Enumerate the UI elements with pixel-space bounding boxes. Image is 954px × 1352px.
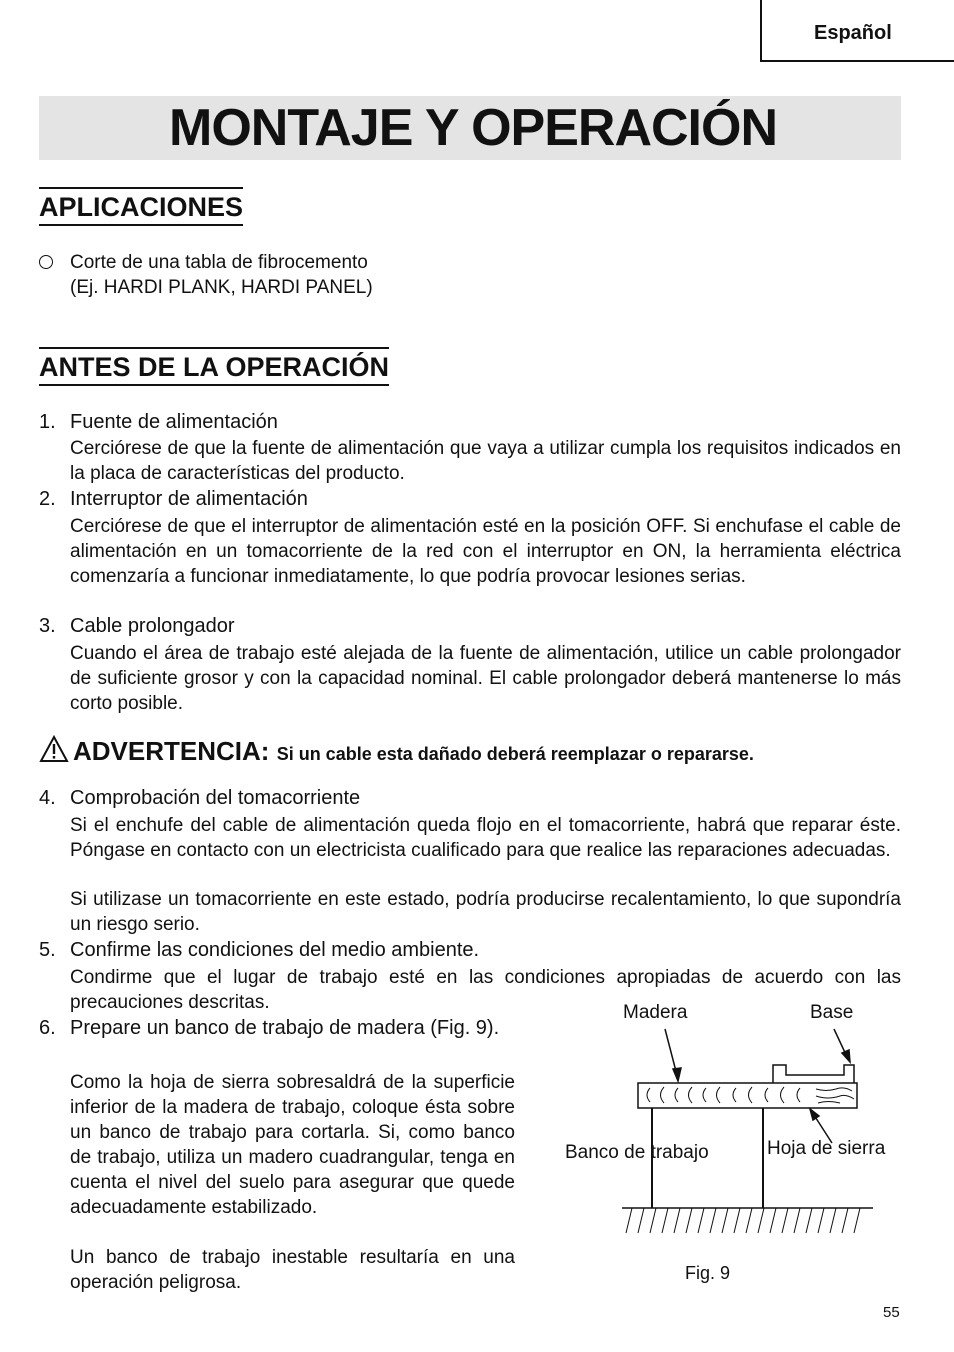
circle-bullet-icon [39,255,53,269]
item-title-outlet-check: Comprobación del tomacorriente [70,787,361,809]
item-title-workbench: Prepare un banco de trabajo de madera (Fig. 9). [70,1017,500,1039]
item-number: 4. [39,787,56,809]
item-number: 2. [39,488,56,510]
item-text-outlet-check: Si el enchufe del cable de alimentación queda flojo en el tomacorriente, habrá que reparar éste. Póngase en contacto con un electricista cualificado para que realice las reparaciones adecuadas. [70,815,901,861]
figure-label-workbench: Banco de trabajo [565,1142,709,1163]
item-title-power-source: Fuente de alimentación [70,411,278,433]
warning-message: Si un cable esta dañado deberá reemplazar o repararse. [276,744,754,764]
item-title-power-switch: Interruptor de alimentación [70,488,308,510]
item-title-extension-cord: Cable prolongador [70,615,235,637]
item-text-power-switch: Cerciórese de que el interruptor de alimentación esté en la posición OFF. Si enchufase el cable de alimentación en un tomacorriente de la red con el interruptor en ON, la herramienta eléctrica comenzaría a funcionar inmediatamente, lo que podría provocar lesiones serias. [70,516,901,587]
figure-label-wood: Madera [623,1002,688,1023]
warning-triangle-icon [39,735,69,770]
item-text-outlet-check-2: Si utilizase un tomacorriente en este estado, podría producirse recalentamiento, lo que supondría un riesgo serio. [70,889,901,935]
page-number: 55 [883,1304,900,1321]
item-number: 1. [39,411,56,433]
item-number: 5. [39,939,56,961]
before-operation-heading: ANTES DE LA OPERACIÓN [39,347,389,386]
applications-item-line2: (Ej. HARDI PLANK, HARDI PANEL) [70,277,373,298]
figure-caption: Fig. 9 [685,1263,731,1283]
item-text-workbench-2: Un banco de trabajo inestable resultaría en una operación peligrosa. [70,1247,515,1293]
warning-block [39,735,754,770]
item-title-environment: Confirme las condiciones del medio ambiente. [70,939,480,961]
item-text-environment: Condirme que el lugar de trabajo esté en las condiciones apropiadas de acuerdo con las precauciones descritas. [70,967,901,1013]
applications-item-line1: Corte de una tabla de fibrocemento [70,252,368,273]
page-title: MONTAJE Y OPERACIÓN [169,99,777,157]
item-number: 6. [39,1017,56,1039]
item-text-power-source: Cerciórese de que la fuente de alimentación que vaya a utilizar cumpla los requisitos indicados en la placa de características del producto. [70,438,901,484]
language-tab [760,0,954,62]
page-title-band [39,96,901,160]
item-text-extension-cord: Cuando el área de trabajo esté alejada de la fuente de alimentación, utilice un cable prolongador de suficiente grosor y con la capacidad nominal. El cable prolongador deberá mantenerse lo más corto posible. [70,643,901,714]
warning-label: ADVERTENCIA: [73,736,270,766]
figure-label-base: Base [810,1002,854,1023]
item-text-workbench: Como la hoja de sierra sobresaldrá de la superficie inferior de la madera de trabajo, coloque ésta sobre un banco de trabajo para cortarla. Si, como banco de trabajo, utiliza un madero cuadrangular, tenga en cuenta el nivel del suelo para asegurar que quede adecuadamente estabilizado. [70,1072,515,1218]
figure-9 [560,995,920,1295]
figure-label-saw-blade: Hoja de sierra [767,1138,886,1159]
item-number: 3. [39,615,56,637]
language-label: Español [814,22,892,44]
applications-heading: APLICACIONES [39,187,243,226]
